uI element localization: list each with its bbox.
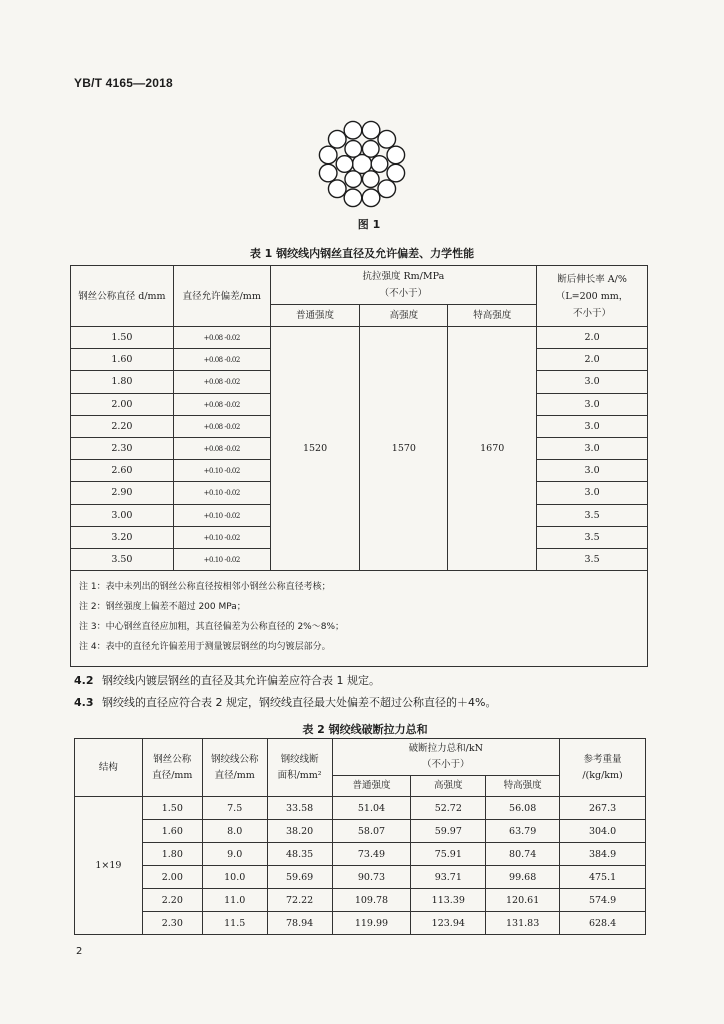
t2-force-normal-cell: 90.73 (332, 866, 411, 889)
t2-header-area-line2: 面积/mm² (277, 769, 322, 781)
t1-elongation-cell: 3.0 (537, 393, 648, 415)
t1-tol-lower: -0.02 (224, 467, 240, 476)
t2-area-cell: 33.58 (267, 797, 332, 820)
t2-area-cell: 38.20 (267, 820, 332, 843)
t2-weight-cell: 267.3 (560, 797, 646, 820)
t1-tol-lower: -0.02 (224, 533, 240, 542)
t1-diameter-cell: 1.60 (71, 349, 174, 371)
page-number: 2 (76, 946, 83, 957)
t1-tol-upper: +0.08 (203, 356, 223, 365)
t1-elongation-cell: 3.0 (537, 482, 648, 504)
table-row (71, 327, 648, 349)
inner-wire (345, 141, 362, 158)
t2-force-normal-cell: 73.49 (332, 843, 411, 866)
table-row (75, 912, 646, 935)
t1-tolerance-cell (173, 415, 270, 437)
t2-force-high-cell: 123.94 (411, 912, 486, 935)
inner-wire (362, 141, 379, 158)
table2 (74, 738, 646, 935)
t1-header-diameter: 钢丝公称直径 d/mm (71, 266, 174, 327)
t1-header-elong-line3: 不小于） (573, 307, 612, 319)
inner-wire (336, 156, 353, 173)
t2-header-wire-d-line2: 直径/mm (152, 769, 193, 781)
t1-diameter-cell: 3.00 (71, 504, 174, 526)
table-row (75, 820, 646, 843)
t2-force-high-cell: 59.97 (411, 820, 486, 843)
t1-tol-lower: -0.02 (224, 422, 240, 431)
t1-elongation-cell: 3.0 (537, 460, 648, 482)
t2-strand-diameter-cell: 10.0 (202, 866, 267, 889)
strand-cross-section-icon (316, 118, 408, 210)
t1-tolerance-cell (173, 482, 270, 504)
outer-wire (387, 146, 405, 164)
t2-header-high: 高强度 (411, 776, 486, 797)
outer-wire (378, 130, 396, 148)
t2-header-extra-high: 特高强度 (486, 776, 560, 797)
t2-wire-diameter-cell: 1.80 (142, 843, 202, 866)
t1-tol-lower: -0.02 (224, 489, 240, 498)
t1-header-elong-line2: （L=200 mm， (555, 290, 629, 302)
t1-header-elongation (537, 266, 648, 327)
clause-text: 钢绞线的直径应符合表 2 规定，钢绞线直径最大处偏差不超过公称直径的＋4%。 (102, 696, 497, 709)
t2-weight-cell: 628.4 (560, 912, 646, 935)
t1-tolerance-cell (173, 460, 270, 482)
table-row (75, 843, 646, 866)
t1-header-high: 高强度 (360, 305, 448, 327)
outer-wire (344, 189, 362, 207)
table-row (75, 889, 646, 912)
t2-structure-cell: 1×19 (75, 797, 143, 935)
t1-header-tensile (270, 266, 536, 305)
t2-force-extra-cell: 80.74 (486, 843, 560, 866)
t2-force-normal-cell: 119.99 (332, 912, 411, 935)
outer-wire (378, 180, 396, 198)
figure-caption: 图 1 (357, 218, 381, 231)
table2-caption: 表 2 钢绞线破断拉力总和 (302, 723, 428, 736)
t2-force-high-cell: 52.72 (411, 797, 486, 820)
t1-strength-normal: 1520 (270, 327, 360, 571)
t2-force-extra-cell: 120.61 (486, 889, 560, 912)
t1-tol-lower: -0.02 (224, 555, 240, 564)
t2-weight-cell: 475.1 (560, 866, 646, 889)
t1-tol-lower: -0.02 (224, 445, 240, 454)
t2-header-force-line2: （不小于） (422, 759, 470, 770)
t1-tol-lower: -0.02 (224, 400, 240, 409)
t2-area-cell: 72.22 (267, 889, 332, 912)
clause-number: 4.3 (74, 696, 94, 709)
t1-tolerance-cell (173, 327, 270, 349)
t1-elongation-cell: 2.0 (537, 349, 648, 371)
outer-wire (387, 164, 405, 182)
outer-wire (328, 180, 346, 198)
t2-force-extra-cell: 63.79 (486, 820, 560, 843)
t1-tol-upper: +0.08 (203, 378, 223, 387)
t1-elongation-cell: 3.0 (537, 371, 648, 393)
t1-tolerance-cell (173, 504, 270, 526)
t1-tolerance-cell (173, 349, 270, 371)
t2-wire-diameter-cell: 1.60 (142, 820, 202, 843)
t1-tol-upper: +0.10 (203, 511, 223, 520)
t1-elongation-cell: 3.5 (537, 526, 648, 548)
t2-header-weight-line2: /(kg/km) (582, 769, 623, 781)
outer-wire (362, 189, 380, 207)
t1-elongation-cell: 2.0 (537, 327, 648, 349)
t2-weight-cell: 384.9 (560, 843, 646, 866)
t1-strength-extra-high: 1670 (448, 327, 537, 571)
t1-header-elong-line1: 断后伸长率 A/% (557, 273, 627, 285)
clause-text: 钢绞线内镀层钢丝的直径及其允许偏差应符合表 1 规定。 (102, 674, 380, 687)
inner-wire (362, 171, 379, 188)
t2-header-normal: 普通强度 (332, 776, 411, 797)
t1-diameter-cell: 3.20 (71, 526, 174, 548)
t1-tolerance-cell (173, 371, 270, 393)
t2-header-breaking-force (332, 739, 560, 776)
t2-header-structure: 结构 (75, 739, 143, 797)
t1-header-tensile-line1: 抗拉强度 Rm/MPa (362, 271, 445, 282)
t1-elongation-cell: 3.0 (537, 415, 648, 437)
t1-tol-lower: -0.02 (224, 334, 240, 343)
clause-4-3 (74, 694, 496, 710)
t1-tolerance-cell (173, 437, 270, 459)
t1-tol-upper: +0.08 (203, 334, 223, 343)
t2-force-high-cell: 75.91 (411, 843, 486, 866)
t2-force-high-cell: 113.39 (411, 889, 486, 912)
t2-strand-diameter-cell: 11.0 (202, 889, 267, 912)
outer-wire (344, 121, 362, 139)
t1-elongation-cell: 3.5 (537, 548, 648, 570)
t2-header-strand-diameter (202, 739, 267, 797)
t1-tolerance-cell (173, 526, 270, 548)
t2-header-weight-line1: 参考重量 (583, 753, 622, 765)
table1-caption: 表 1 钢绞线内钢丝直径及允许偏差、力学性能 (249, 247, 475, 260)
t2-force-normal-cell: 109.78 (332, 889, 411, 912)
t1-notes (71, 571, 648, 667)
t1-strength-high: 1570 (360, 327, 448, 571)
t1-header-normal: 普通强度 (270, 305, 360, 327)
t2-strand-diameter-cell: 9.0 (202, 843, 267, 866)
t1-tol-lower: -0.02 (224, 378, 240, 387)
t1-diameter-cell: 2.30 (71, 437, 174, 459)
t1-header-tolerance: 直径允许偏差/mm (173, 266, 270, 327)
t2-weight-cell: 304.0 (560, 820, 646, 843)
t2-header-force-line1: 破断拉力总和/kN (408, 743, 483, 754)
t2-wire-diameter-cell: 2.20 (142, 889, 202, 912)
t2-wire-diameter-cell: 1.50 (142, 797, 202, 820)
t2-header-area (267, 739, 332, 797)
t1-tol-upper: +0.10 (203, 555, 223, 564)
t1-diameter-cell: 2.60 (71, 460, 174, 482)
t2-force-extra-cell: 99.68 (486, 866, 560, 889)
t1-diameter-cell: 2.20 (71, 415, 174, 437)
t1-tol-upper: +0.10 (203, 533, 223, 542)
t1-tolerance-cell (173, 548, 270, 570)
t2-force-normal-cell: 51.04 (332, 797, 411, 820)
t1-header-tensile-line2: （不小于） (379, 288, 428, 299)
outer-wire (319, 164, 337, 182)
t2-area-cell: 48.35 (267, 843, 332, 866)
t2-area-cell: 59.69 (267, 866, 332, 889)
t1-tol-lower: -0.02 (224, 511, 240, 520)
t2-strand-diameter-cell: 11.5 (202, 912, 267, 935)
t1-tolerance-cell (173, 393, 270, 415)
t1-elongation-cell: 3.5 (537, 504, 648, 526)
table1 (70, 265, 648, 667)
t1-tol-upper: +0.08 (203, 422, 223, 431)
t1-note-3: 注 3：中心钢丝直径应加粗，其直径偏差为公称直径的 2%～8%； (79, 622, 345, 633)
table-row (75, 866, 646, 889)
t1-header-extra-high: 特高强度 (448, 305, 537, 327)
t2-header-strand-d-line1: 钢绞线公称 (210, 753, 259, 765)
outer-wire (328, 130, 346, 148)
t1-diameter-cell: 1.80 (71, 371, 174, 393)
t2-wire-diameter-cell: 2.00 (142, 866, 202, 889)
t2-area-cell: 78.94 (267, 912, 332, 935)
inner-wire (371, 156, 388, 173)
inner-wire (345, 171, 362, 188)
standard-code: YB/T 4165—2018 (74, 76, 173, 90)
t1-note-4: 注 4：表中的直径允许偏差用于测量镀层钢丝的均匀镀层部分。 (79, 642, 331, 653)
t1-diameter-cell: 2.90 (71, 482, 174, 504)
t2-strand-diameter-cell: 8.0 (202, 820, 267, 843)
clause-number: 4.2 (74, 674, 94, 687)
t1-tol-upper: +0.08 (203, 445, 223, 454)
t2-header-weight (560, 739, 646, 797)
t2-weight-cell: 574.9 (560, 889, 646, 912)
t1-note-1: 注 1：表中未列出的钢丝公称直径按相邻小钢丝公称直径考核； (79, 582, 331, 593)
t1-elongation-cell: 3.0 (537, 437, 648, 459)
clause-4-2 (74, 672, 380, 688)
t2-force-high-cell: 93.71 (411, 866, 486, 889)
outer-wire (319, 146, 337, 164)
t1-diameter-cell: 2.00 (71, 393, 174, 415)
t2-header-area-line1: 钢绞线断 (280, 753, 319, 765)
t2-force-extra-cell: 56.08 (486, 797, 560, 820)
t2-force-normal-cell: 58.07 (332, 820, 411, 843)
t1-tol-upper: +0.08 (203, 400, 223, 409)
t2-strand-diameter-cell: 7.5 (202, 797, 267, 820)
t2-header-wire-diameter (142, 739, 202, 797)
t1-tol-lower: -0.02 (224, 356, 240, 365)
table-row (75, 797, 646, 820)
t2-header-strand-d-line2: 直径/mm (214, 769, 255, 781)
t1-tol-upper: +0.10 (203, 467, 223, 476)
t1-tol-upper: +0.10 (203, 489, 223, 498)
t1-note-2: 注 2：钢丝强度上偏差不超过 200 MPa； (79, 602, 246, 613)
t2-force-extra-cell: 131.83 (486, 912, 560, 935)
t2-header-wire-d-line1: 钢丝公称 (153, 753, 192, 765)
t2-wire-diameter-cell: 2.30 (142, 912, 202, 935)
t1-diameter-cell: 3.50 (71, 548, 174, 570)
outer-wire (362, 121, 380, 139)
t1-diameter-cell: 1.50 (71, 327, 174, 349)
